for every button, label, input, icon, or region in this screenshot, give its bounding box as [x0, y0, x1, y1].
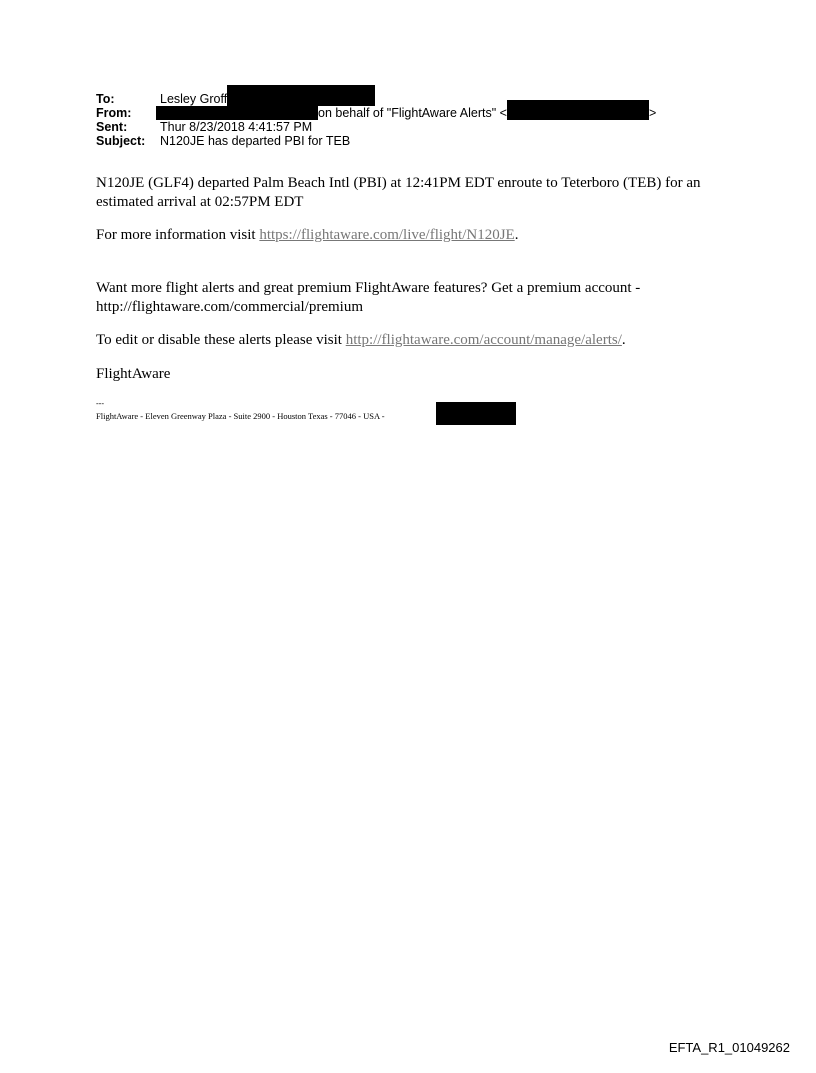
more-info-suffix: .	[514, 227, 519, 243]
premium-paragraph: Want more flight alerts and great premium FlightAware features? Get a premium account - http://flightaware.com/commercial/premium	[96, 280, 641, 315]
manage-alerts-paragraph	[96, 331, 736, 350]
manage-alerts-link[interactable]: http://flightaware.com/account/manage/alerts/	[345, 332, 622, 348]
redaction-block	[227, 85, 375, 106]
to-value	[160, 92, 375, 106]
to-name: Lesley Groff	[160, 92, 228, 106]
subject-label: Subject:	[96, 134, 146, 148]
redaction-block	[507, 100, 649, 120]
footer-separator: ---	[96, 399, 104, 408]
redaction-block	[436, 402, 516, 425]
more-info-paragraph	[96, 226, 736, 245]
flight-link[interactable]: https://flightaware.com/live/flight/N120JE	[259, 227, 515, 243]
from-close: >	[648, 106, 657, 120]
manage-alerts-text: To edit or disable these alerts please visit	[96, 332, 346, 348]
sent-label: Sent:	[96, 120, 128, 134]
to-label: To:	[96, 92, 115, 106]
from-value	[160, 106, 656, 120]
flight-status-paragraph: N120JE (GLF4) departed Palm Beach Intl (PBI) at 12:41PM EDT enroute to Teterboro (TEB) for an estimated arrival at 02:57PM EDT	[96, 175, 701, 210]
more-info-text: For more information visit	[96, 227, 260, 243]
redaction-block	[156, 106, 318, 120]
signature: FlightAware	[96, 366, 171, 382]
footer-address: FlightAware - Eleven Greenway Plaza - Suite 2900 - Houston Texas - 77046 - USA -	[96, 411, 385, 421]
document-id: EFTA_R1_01049262	[668, 1040, 790, 1055]
manage-alerts-suffix: .	[621, 332, 626, 348]
from-sender: on behalf of "FlightAware Alerts" <	[318, 106, 507, 120]
from-label: From:	[96, 106, 132, 120]
subject-value: N120JE has departed PBI for TEB	[160, 134, 351, 148]
sent-value: Thur 8/23/2018 4:41:57 PM	[160, 120, 313, 134]
